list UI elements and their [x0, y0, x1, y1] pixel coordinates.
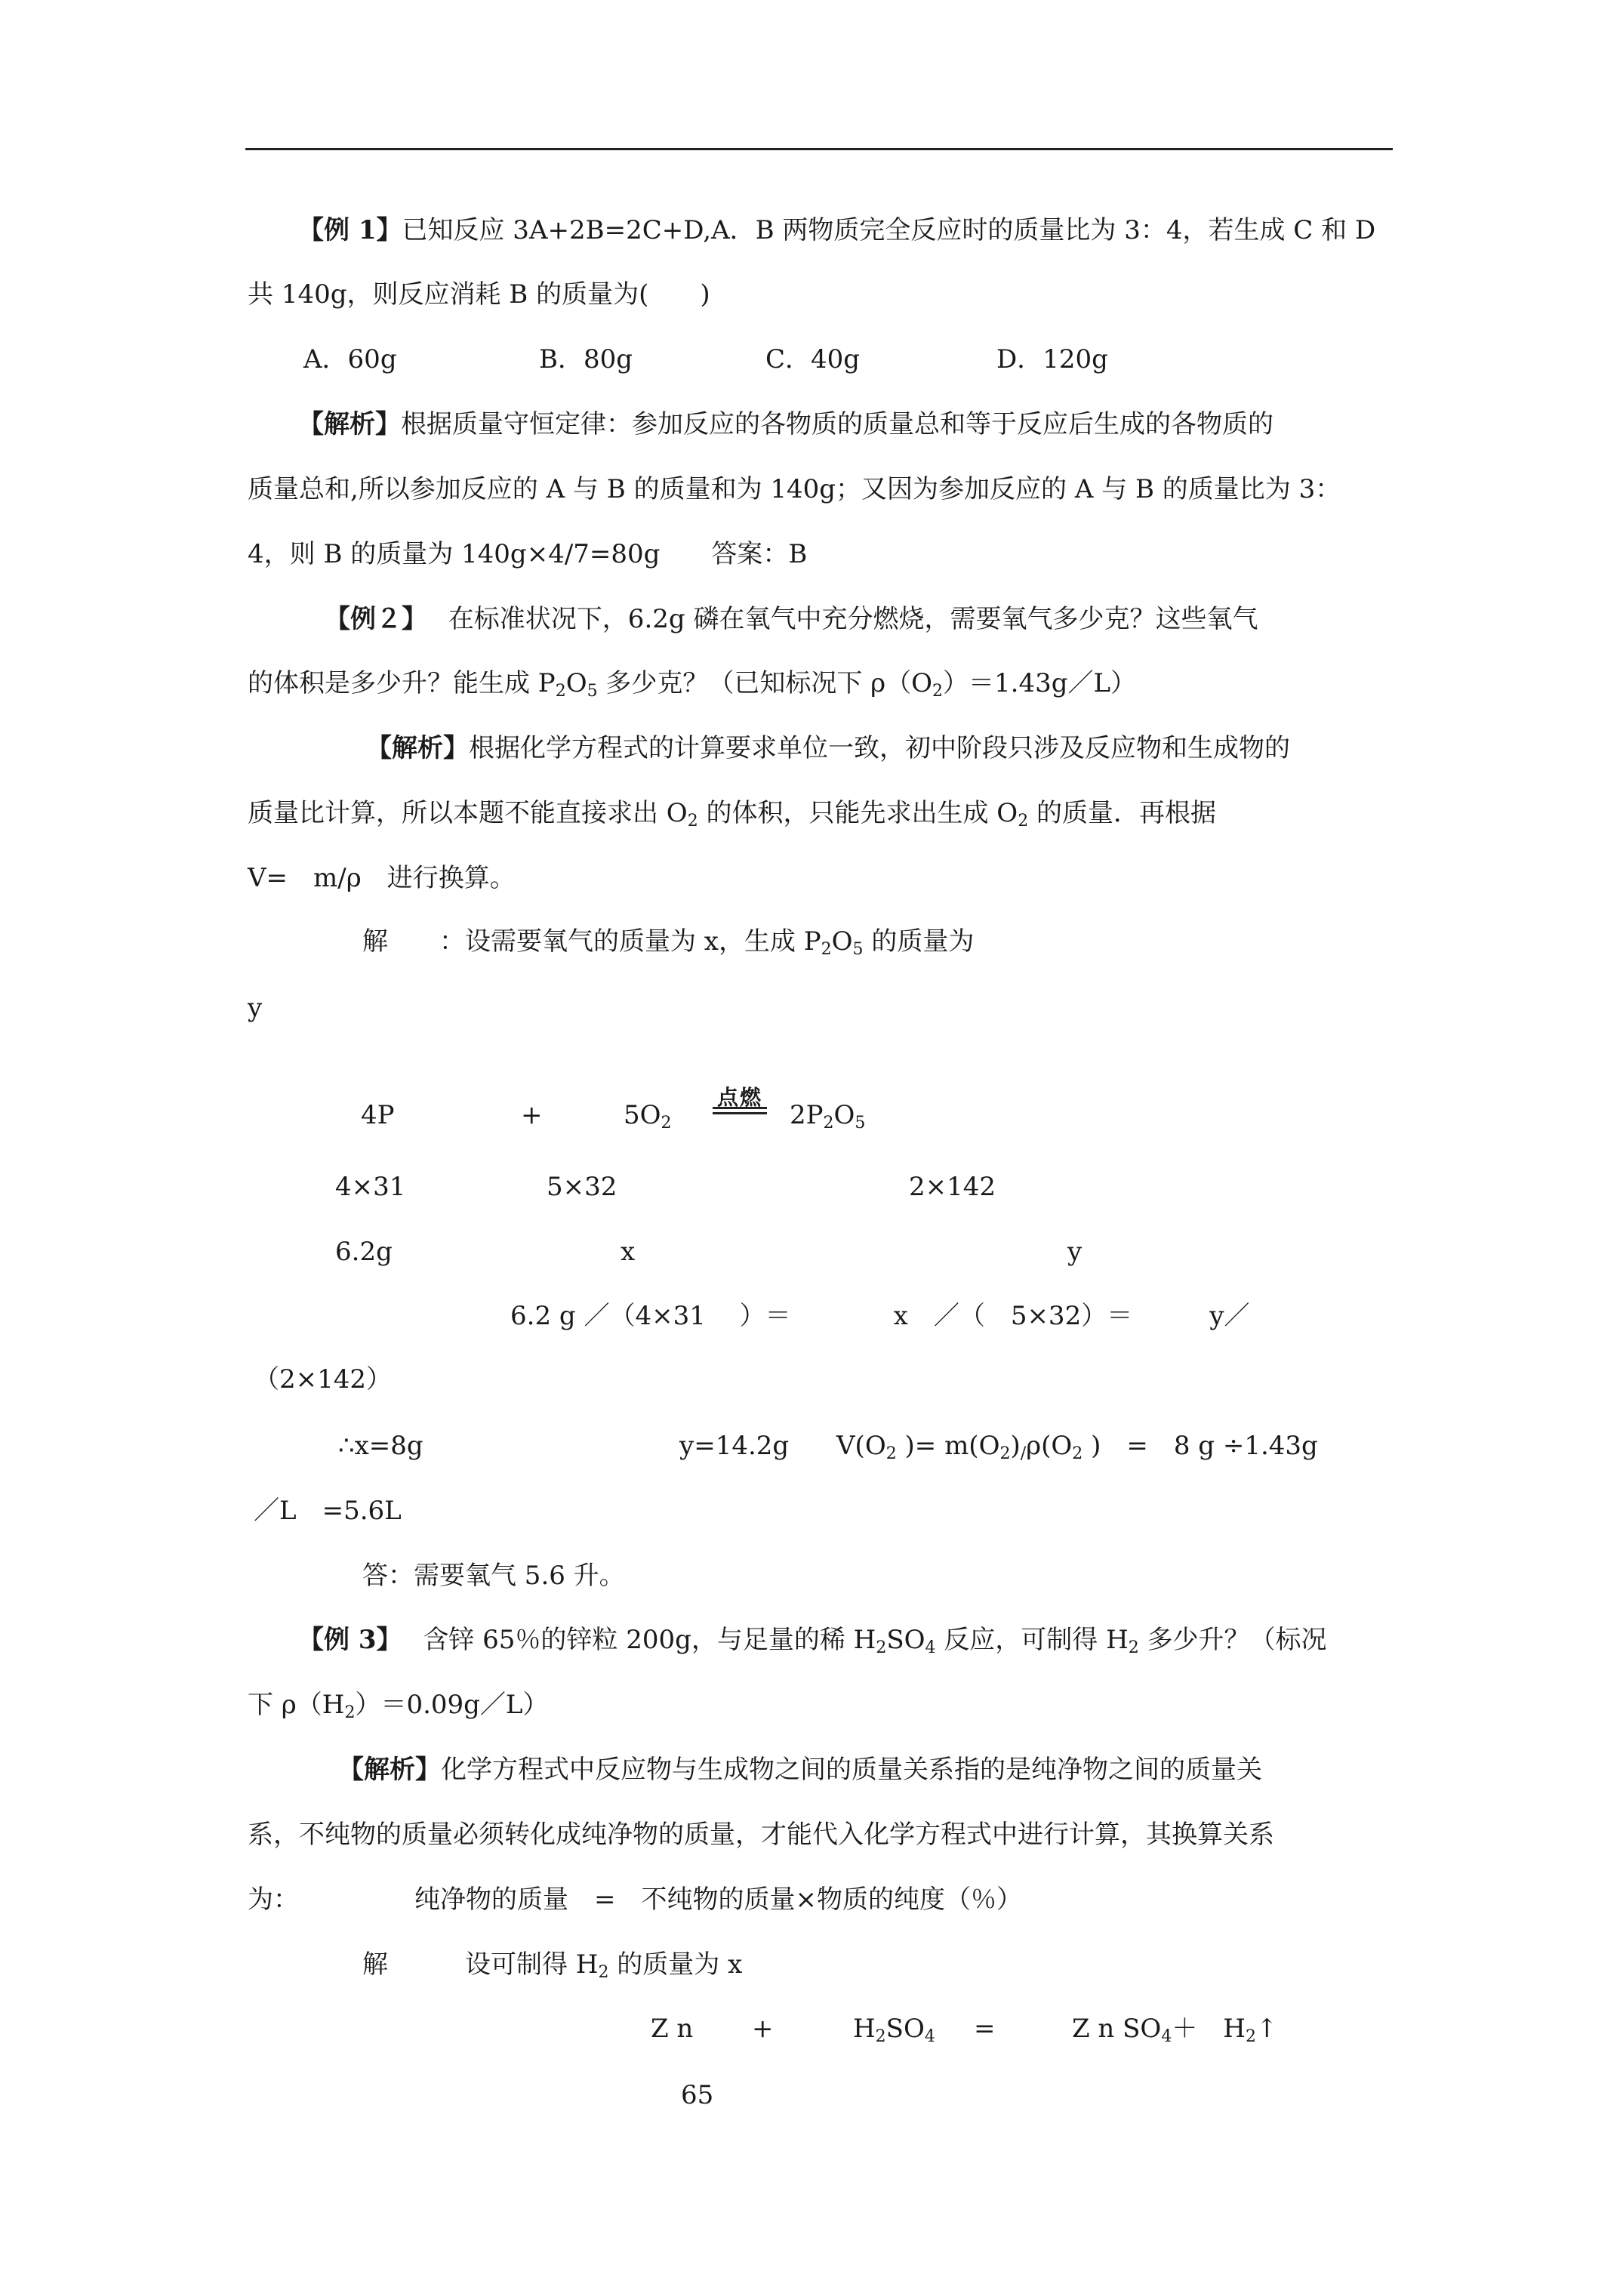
- ratio-line: 6.2 g ／（4×31 ）＝ x ／（ 5×32）＝ y／: [510, 1301, 1250, 1331]
- equation-3-zn: Z n: [651, 2014, 694, 2044]
- equation-3-plus: +: [752, 2014, 774, 2044]
- example-3-analysis-line-3: 为： 纯净物的质量 = 不纯物的质量×物质的纯度（％）: [248, 1885, 1022, 1915]
- equation-reactant-5o2: $5O_2$: [624, 1100, 672, 1133]
- example-1-line-1: 【例 1】已知反应 3A+2B=2C+D,A．B 两物质完全反应时的质量比为 3：4，若生成 C 和 D: [298, 215, 1376, 245]
- result-volume: $V(O_2$ )= $m(O_2)_/\rho(O_2$ ) = 8 g ÷1.43g: [836, 1431, 1318, 1463]
- equation-3-h2so4: $H_2SO_4$: [853, 2014, 935, 2046]
- example-3-line-2: 下 $\rho(H_2)=0.09g/L$）: [248, 1690, 549, 1722]
- option-c: C．40g: [765, 344, 861, 374]
- ratio-line-2: （2×142）: [254, 1364, 393, 1395]
- equation-3-products: Z n $SO_4+$ $H_2↑$: [1072, 2014, 1278, 2046]
- mass-5o2: 5×32: [547, 1172, 617, 1202]
- example-3-solution-line: 解 设可制得 $H_2$ 的质量为 x: [362, 1949, 743, 1982]
- mass-2p2o5: 2×142: [909, 1172, 996, 1202]
- equation-3-equals: =: [974, 2014, 996, 2044]
- reaction-condition-ignite: 点燃: [702, 1081, 778, 1119]
- example-2-line-2: 的体积是多少升？能生成 $P_2O_5$ 多少克？（已知标况下 $\rho(O_2)=1.43g/L$）: [248, 668, 1137, 701]
- given-x: x: [621, 1237, 636, 1267]
- example-1-line-2: 共 140g，则反应消耗 B 的质量为( ): [248, 279, 710, 310]
- example-3-analysis-line-1: 【解析】化学方程式中反应物与生成物之间的质量关系指的是纯净物之间的质量关: [338, 1755, 1262, 1785]
- example-3-analysis-line-2: 系，不纯物的质量必须转化成纯净物的质量，才能代入化学方程式中进行计算，其换算关系: [248, 1820, 1274, 1850]
- result-x: ∴x=8g: [338, 1431, 423, 1461]
- example-2-analysis-line-3: V= m/ρ 进行换算。: [248, 863, 516, 893]
- given-p: 6.2g: [335, 1237, 393, 1267]
- option-b: B．80g: [539, 344, 633, 374]
- example-2-solution-line: 解 ：设需要氧气的质量为 x，生成 $P_2O_5$ 的质量为: [362, 926, 975, 959]
- result-volume-line-2: ／L =5.6L: [254, 1496, 402, 1526]
- example-2-analysis-line-1: 【解析】根据化学方程式的计算要求单位一致，初中阶段只涉及反应物和生成物的: [366, 733, 1290, 763]
- example-1-analysis-line-2: 质量总和,所以参加反应的 A 与 B 的质量和为 140g；又因为参加反应的 A 与 B 的质量比为 3：: [248, 474, 1341, 504]
- equation-reactant-4p: 4P: [361, 1100, 395, 1130]
- given-y: y: [1067, 1237, 1083, 1267]
- example-2-analysis-line-2: 质量比计算，所以本题不能直接求出 $O_2$ 的体积，只能先求出生成 $O_2$ 的质量．再根据: [248, 798, 1216, 831]
- example-1-analysis-line-3: 4，则 B 的质量为 140g×4/7=80g 答案：B: [248, 539, 808, 569]
- example-2-solution-y: y: [248, 993, 263, 1023]
- option-a: A．60g: [303, 344, 397, 374]
- equation-plus: +: [521, 1100, 543, 1130]
- example-1-analysis-line-1: 【解析】根据质量守恒定律：参加反应的各物质的质量总和等于反应后生成的各物质的: [298, 409, 1273, 439]
- example-2-line-1: 【例２】 在标准状况下，6.2g 磷在氧气中充分燃烧，需要氧气多少克？这些氧气: [325, 604, 1258, 634]
- header-rule: [245, 148, 1393, 150]
- mass-zn: 65: [681, 2080, 714, 2110]
- option-d: D．120g: [996, 344, 1108, 374]
- equation-product-2p2o5: $2P_2O_5$: [790, 1100, 866, 1133]
- gas-arrow-icon: ↑: [1255, 2014, 1278, 2044]
- example-2-answer: 答：需要氧气 5.6 升。: [362, 1561, 625, 1591]
- mass-4p: 4×31: [335, 1172, 406, 1202]
- result-y: y=14.2g: [679, 1431, 790, 1461]
- example-3-line-1: 【例 3】 含锌 65％的锌粒 200g，与足量的稀 $H_2SO_4$ 反应，可制得 $H_2$ 多少升？（标况: [298, 1625, 1327, 1657]
